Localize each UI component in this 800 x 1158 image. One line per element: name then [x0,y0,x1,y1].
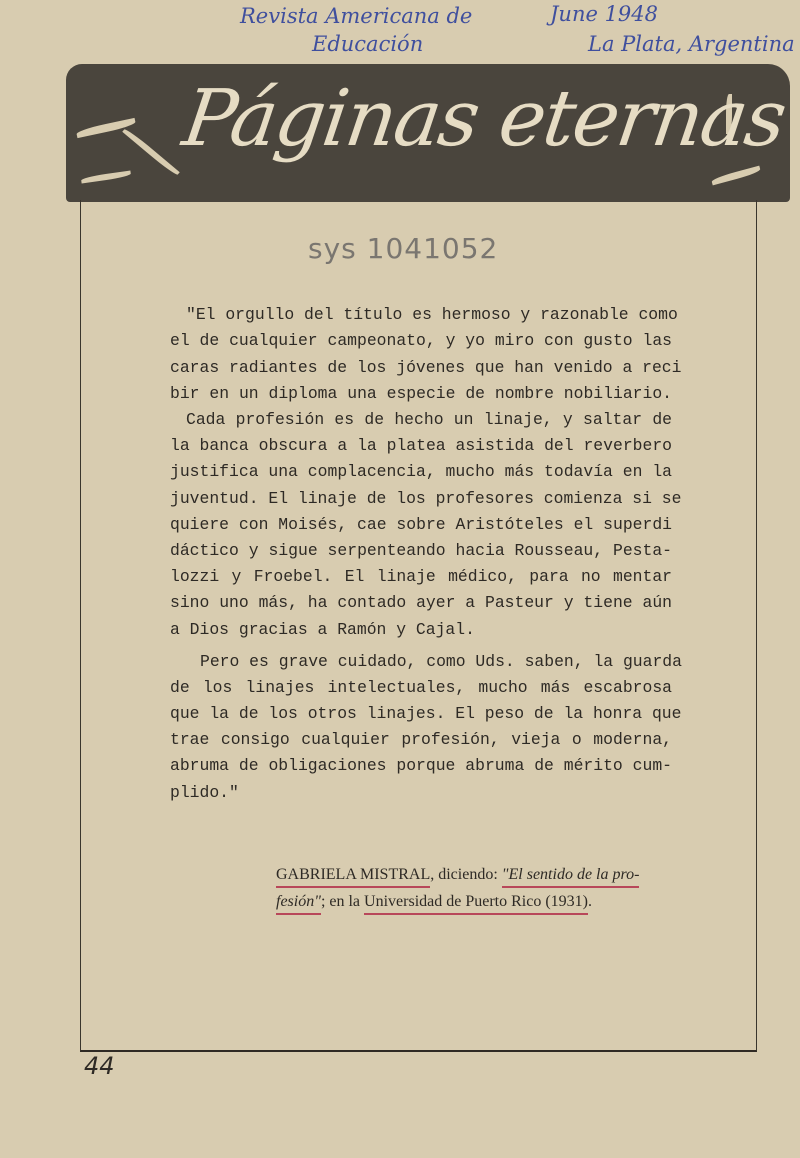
quote-line: que la de los otros linajes. El peso de la honra que [170,704,682,723]
citation-venue: Universidad de Puerto Rico (1931) [364,893,588,915]
catalog-number: sys 1041052 [308,232,499,265]
leaf-ornament-icon [711,166,761,186]
quote-line: la banca obscura a la platea asistida del reverbero [170,436,672,455]
quote-line: quiere con Moisés, cae sobre Aristóteles el superdi [170,515,672,534]
leaf-ornament-icon [81,171,131,184]
quote-line: lozzi y Froebel. El linaje médico, para no mentar [170,567,672,586]
quote-line: plido." [170,783,239,802]
page-number: 44 [84,1052,115,1080]
quote-line: a Dios gracias a Ramón y Cajal. [170,620,475,639]
leaf-ornament-icon [122,127,179,177]
quote-line: de los linajes intelectuales, mucho más escabrosa [170,678,672,697]
citation-connector: ; en la [320,893,365,910]
quote-line: trae consigo cualquier profesión, vieja o moderna, [170,730,672,749]
quote-line: dáctico y sigue serpenteando hacia Rousseau, Pesta- [170,541,672,560]
handwritten-journal-name-2: Educación [312,32,424,56]
quote-line: sino uno más, ha contado ayer a Pasteur y tiene aún [170,593,672,612]
quote-line: "El orgullo del título es hermoso y razonable como [186,305,678,324]
banner-title: Páginas eternas [177,74,790,164]
citation-line-1 [276,866,639,884]
citation-title: "El sentido de la pro- [502,866,640,888]
citation-line-2 [276,893,592,911]
handwritten-place: La Plata, Argentina [588,32,795,56]
quote-line: Pero es grave cuidado, como Uds. saben, la guarda [200,652,682,671]
section-banner [66,64,790,202]
quote-line: juventud. El linaje de los profesores comienza si se [170,489,682,508]
citation-title-cont: fesión" [276,893,321,915]
citation-end: . [587,893,592,910]
quote-line: bir en un diploma una especie de nombre nobiliario. [170,384,672,403]
handwritten-date: June 1948 [550,2,659,26]
quote-line: el de cualquier campeonato, y yo miro con gusto las [170,331,672,350]
citation-verb: , diciendo: [430,866,502,883]
quote-line: justifica una complacencia, mucho más todavía en la [170,462,672,481]
handwritten-journal-name: Revista Americana de [240,4,473,28]
quote-line: abruma de obligaciones porque abruma de mérito cum- [170,756,672,775]
quote-line: caras radiantes de los jóvenes que han venido a reci [170,358,682,377]
citation-author: GABRIELA MISTRAL [276,866,430,888]
quote-line: Cada profesión es de hecho un linaje, y saltar de [186,410,672,429]
